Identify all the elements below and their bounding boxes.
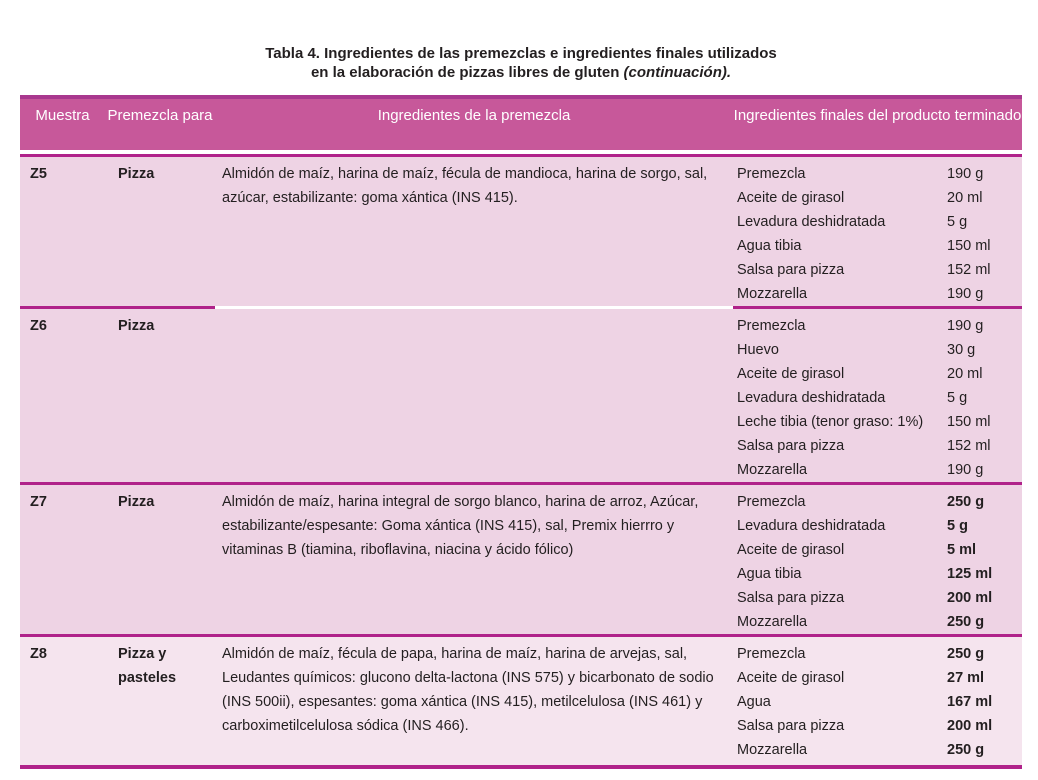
final-ingredient-quantity: 250 g <box>947 742 985 758</box>
final-ingredient-quantity: 5 g <box>947 214 968 230</box>
final-ingredient-name: Levadura deshidratada <box>737 214 886 230</box>
header-ingredientes-finales: Ingredientes finales del producto terminado <box>733 107 1022 124</box>
final-ingredient-line <box>733 738 1022 762</box>
premezcla-para-cell: Pizza y pasteles <box>118 646 177 686</box>
final-ingredient-line <box>733 458 1022 482</box>
final-ingredient-quantity: 20 ml <box>947 366 983 382</box>
header-ingredientes-premezcla: Ingredientes de la premezcla <box>377 107 571 124</box>
final-ingredient-line <box>733 210 1022 234</box>
final-ingredient-name: Agua tibia <box>737 566 802 582</box>
final-ingredient-line <box>733 586 1022 610</box>
final-ingredient-quantity: 190 g <box>947 462 984 478</box>
final-ingredient-quantity: 5 g <box>947 390 968 406</box>
final-ingredient-name: Mozzarella <box>737 286 808 302</box>
header-muestra: Muestra <box>35 107 90 124</box>
final-ingredient-quantity: 250 g <box>947 614 985 630</box>
final-ingredient-line <box>733 514 1022 538</box>
divider-gap <box>215 306 733 309</box>
final-ingredient-line <box>733 386 1022 410</box>
final-ingredient-name: Premezcla <box>737 166 806 182</box>
table-row <box>20 637 1022 765</box>
final-ingredient-name: Aceite de girasol <box>737 190 845 206</box>
table-bottom-rule <box>20 765 1022 769</box>
table-row <box>20 485 1022 634</box>
final-ingredient-name: Salsa para pizza <box>737 590 845 606</box>
final-ingredient-line <box>733 338 1022 362</box>
final-ingredient-quantity: 30 g <box>947 342 976 358</box>
muestra-cell: Z5 <box>30 166 47 182</box>
final-ingredient-quantity: 20 ml <box>947 190 983 206</box>
ingredientes-finales-cell <box>733 642 1022 765</box>
final-ingredient-line <box>733 562 1022 586</box>
final-ingredient-name: Premezcla <box>737 318 806 334</box>
table-row <box>20 309 1022 482</box>
premezcla-para-cell: Pizza <box>118 494 155 510</box>
ingredientes-premezcla-cell: Almidón de maíz, fécula de papa, harina de maíz, harina de arvejas, sal, Leudantes químicos: glucono delta-lactona (INS 575) y bicarbonato de sodio (INS 500ii), espesantes: goma xántica (INS 415), metilcelulosa (INS 461) y carboximetilcelulosa sódica (INS 466). <box>222 646 714 734</box>
final-ingredient-name: Premezcla <box>737 646 806 662</box>
final-ingredient-line <box>733 490 1022 514</box>
final-ingredient-quantity: 5 ml <box>947 542 977 558</box>
final-ingredient-quantity: 200 ml <box>947 718 993 734</box>
final-ingredient-name: Leche tibia (tenor graso: 1%) <box>737 414 924 430</box>
final-ingredient-line <box>733 410 1022 434</box>
final-ingredient-name: Aceite de girasol <box>737 366 845 382</box>
premezcla-para-cell: Pizza <box>118 318 155 334</box>
table-row <box>20 157 1022 306</box>
final-ingredient-quantity: 250 g <box>947 494 985 510</box>
final-ingredient-quantity: 167 ml <box>947 694 993 710</box>
divider-segment <box>733 306 1022 309</box>
table-caption-line2-regular: en la elaboración de pizzas libres de gluten <box>310 64 624 81</box>
table-caption-line1: Tabla 4. Ingredientes de las premezclas e ingredientes finales utilizados <box>265 45 777 62</box>
ingredients-table <box>20 95 1022 769</box>
final-ingredient-name: Salsa para pizza <box>737 438 845 454</box>
ingredientes-premezcla-cell: Almidón de maíz, harina de maíz, fécula de mandioca, harina de sorgo, sal, azúcar, estabilizante: goma xántica (INS 415). <box>222 166 708 206</box>
table-body <box>20 157 1022 769</box>
final-ingredient-line <box>733 162 1022 186</box>
final-ingredient-quantity: 152 ml <box>947 438 991 454</box>
muestra-cell: Z7 <box>30 494 47 510</box>
final-ingredient-name: Agua tibia <box>737 238 802 254</box>
final-ingredient-quantity: 190 g <box>947 318 984 334</box>
final-ingredient-line <box>733 434 1022 458</box>
table-caption-line2-italic: (continuación). <box>623 64 732 81</box>
final-ingredient-quantity: 200 ml <box>947 590 993 606</box>
final-ingredient-quantity: 250 g <box>947 646 985 662</box>
ingredientes-finales-cell <box>733 490 1022 634</box>
final-ingredient-name: Mozzarella <box>737 742 808 758</box>
ingredientes-finales-cell <box>733 314 1022 482</box>
ingredientes-premezcla-cell: Almidón de maíz, harina integral de sorgo blanco, harina de arroz, Azúcar, estabilizante/espesante: Goma xántica (INS 415), sal, Premix hierrro y vitaminas B (tiamina, riboflavina, niacina y ácido fólico) <box>222 494 699 558</box>
final-ingredient-quantity: 150 ml <box>947 238 991 254</box>
final-ingredient-line <box>733 666 1022 690</box>
premezcla-para-cell: Pizza <box>118 166 155 182</box>
final-ingredient-quantity: 190 g <box>947 166 984 182</box>
final-ingredient-quantity: 125 ml <box>947 566 993 582</box>
header-premezcla-para: Premezcla para <box>107 107 213 124</box>
table-caption-line2 <box>20 63 1022 82</box>
final-ingredient-name: Salsa para pizza <box>737 718 845 734</box>
final-ingredient-name: Premezcla <box>737 494 806 510</box>
final-ingredient-quantity: 5 g <box>947 518 968 534</box>
final-ingredient-name: Levadura deshidratada <box>737 390 886 406</box>
final-ingredient-quantity: 190 g <box>947 286 984 302</box>
final-ingredient-line <box>733 186 1022 210</box>
table-header-row <box>20 95 1022 150</box>
ingredientes-finales-cell <box>733 162 1022 306</box>
final-ingredient-name: Huevo <box>737 342 779 358</box>
final-ingredient-name: Aceite de girasol <box>737 542 845 558</box>
final-ingredient-line <box>733 234 1022 258</box>
final-ingredient-line <box>733 714 1022 738</box>
table-caption <box>20 44 1022 82</box>
final-ingredient-name: Mozzarella <box>737 614 808 630</box>
final-ingredient-name: Levadura deshidratada <box>737 518 886 534</box>
final-ingredient-quantity: 152 ml <box>947 262 991 278</box>
final-ingredient-line <box>733 642 1022 666</box>
final-ingredient-line <box>733 258 1022 282</box>
final-ingredient-quantity: 150 ml <box>947 414 991 430</box>
final-ingredient-line <box>733 314 1022 338</box>
final-ingredient-name: Aceite de girasol <box>737 670 845 686</box>
ingredientes-premezcla-cell <box>215 314 733 482</box>
final-ingredient-quantity: 27 ml <box>947 670 985 686</box>
muestra-cell: Z8 <box>30 646 47 662</box>
final-ingredient-name: Agua <box>737 694 771 710</box>
final-ingredient-name: Salsa para pizza <box>737 262 845 278</box>
muestra-cell: Z6 <box>30 318 47 334</box>
row-divider-partial <box>20 306 1022 309</box>
final-ingredient-name: Mozzarella <box>737 462 808 478</box>
final-ingredient-line <box>733 362 1022 386</box>
final-ingredient-line <box>733 538 1022 562</box>
final-ingredient-line <box>733 610 1022 634</box>
final-ingredient-line <box>733 282 1022 306</box>
final-ingredient-line <box>733 690 1022 714</box>
divider-segment <box>20 306 215 309</box>
